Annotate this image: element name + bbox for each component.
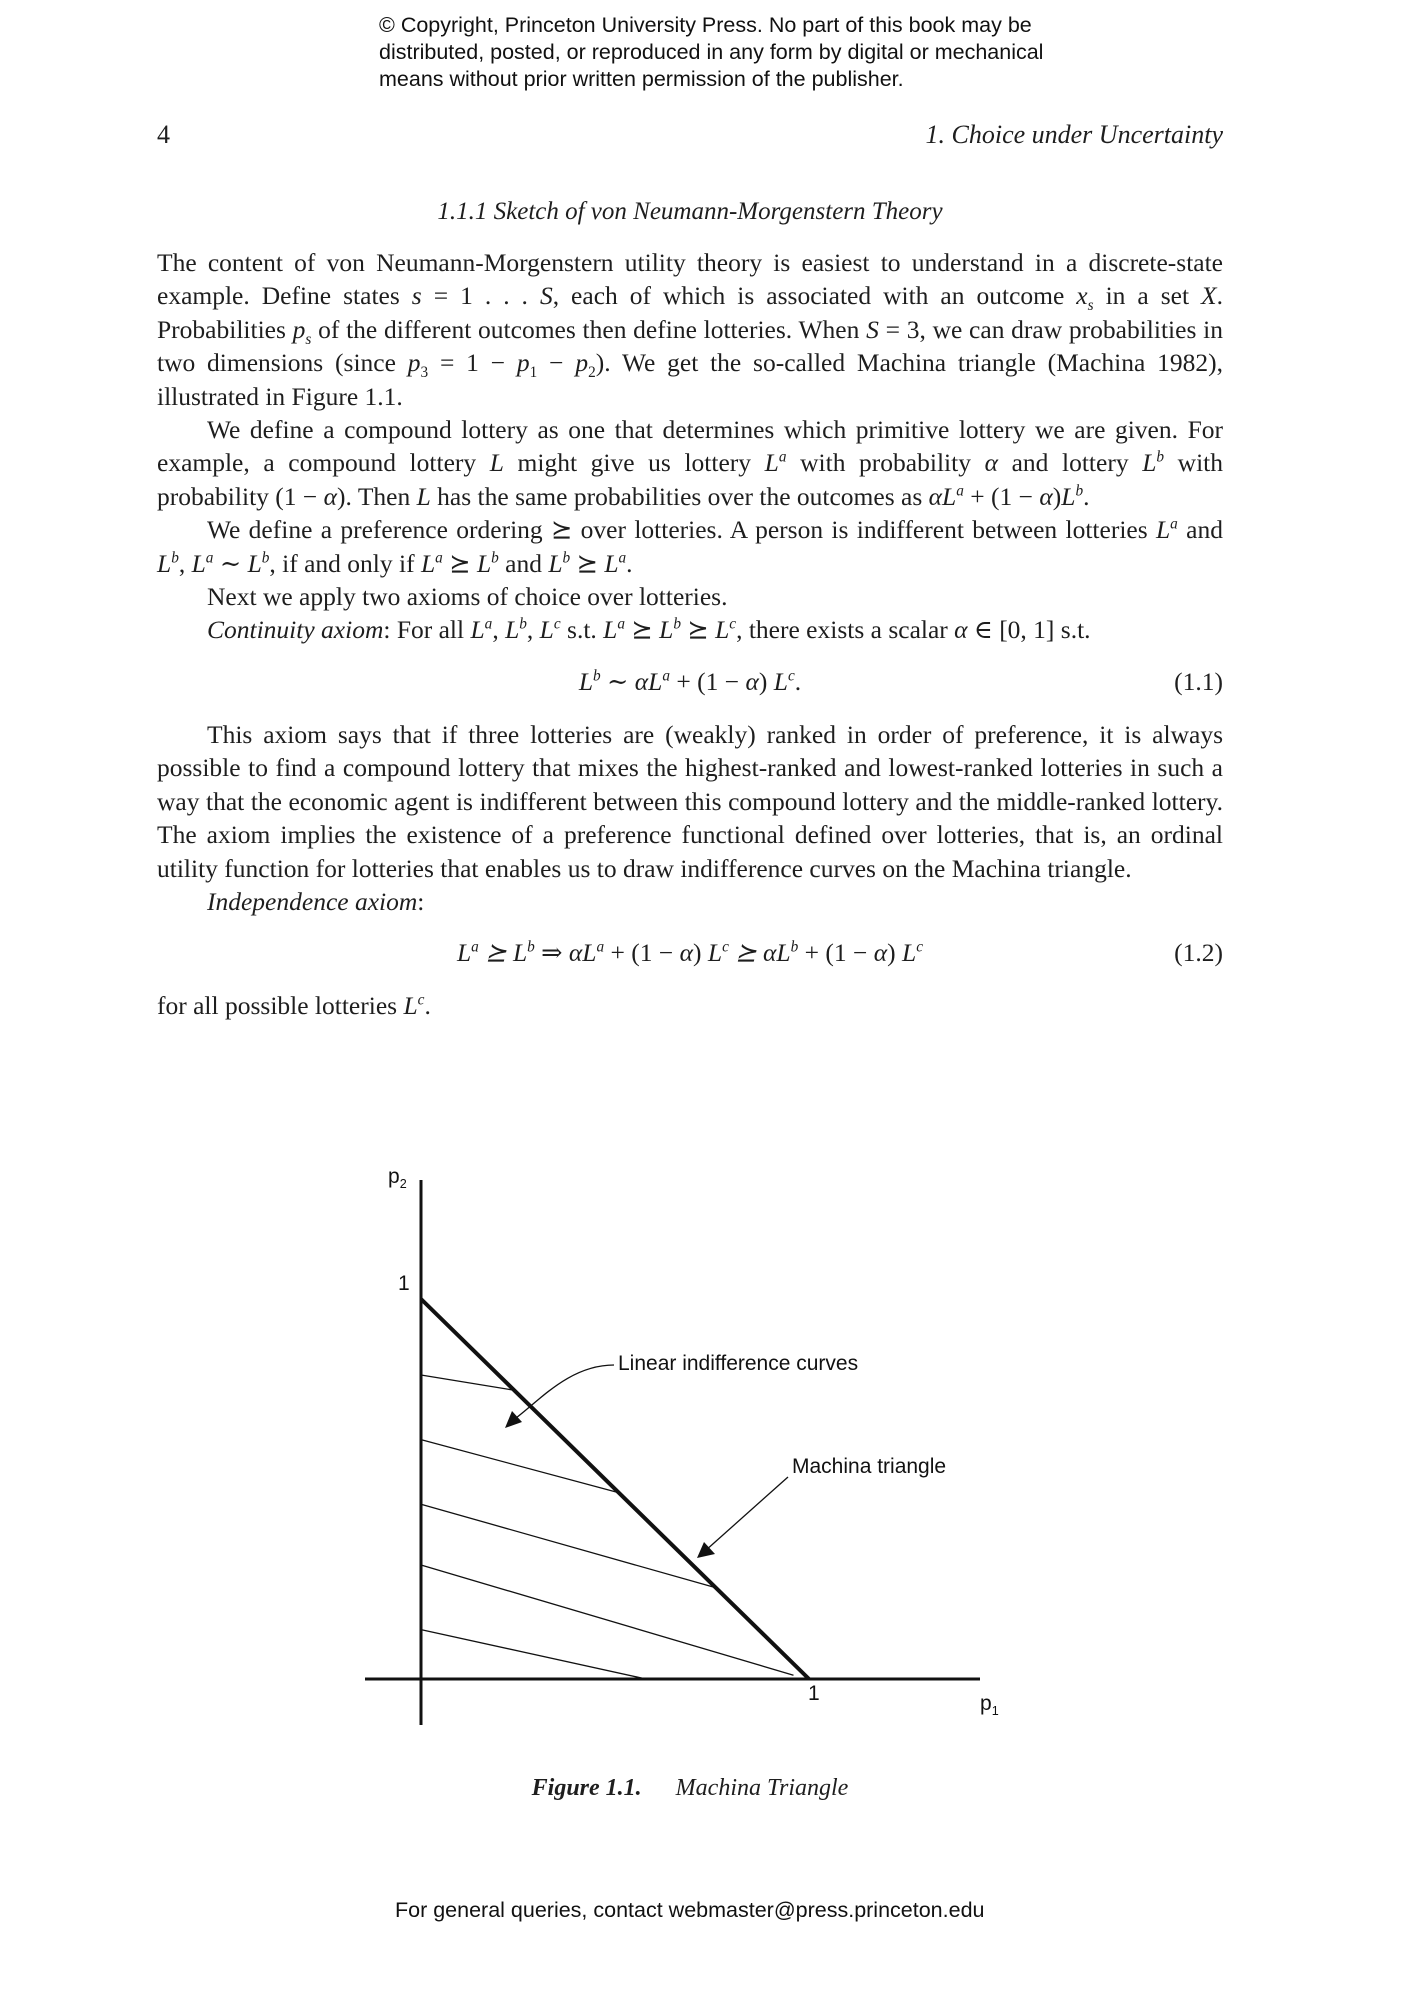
page-number: 4 — [157, 120, 170, 149]
x-axis-label-text: p — [980, 1692, 992, 1715]
equation-body: $L^a$ ⪰ $L^b$ ⇒ $\alpha L^a + (1 - \alpha)$ $L^c$ ⪰ $\alpha L^b + (1 - \alpha)$ $L^c$ — [456, 938, 924, 968]
leader-line-curves — [516, 1365, 614, 1418]
x-axis-label-subscript: 1 — [991, 1704, 999, 1719]
equation-number: (1.1) — [1174, 666, 1223, 696]
body-text — [157, 246, 1223, 1023]
equation-body: $L^b$ ∼ $\alpha L^a + (1 - \alpha)$ $L^c$. — [578, 666, 802, 696]
paragraph-continuity-axiom: Continuity axiom: For all $L^a$, $L^b$, $L^c$ s.t. $L^a$ ⪰ $L^b$ ⪰ $L^c$, there exists a scalar α ∈ [0, 1] s.t. — [207, 615, 1091, 645]
equation-1-1 — [157, 665, 1223, 698]
caption-label: Figure 1.1. — [531, 1775, 642, 1801]
arrow-head-curves — [505, 1411, 522, 1428]
paragraph-independence-axiom: Independence axiom: — [207, 886, 425, 916]
paragraph-axiom-explanation: This axiom says that if three lotteries are (weakly) ranked in order of preference, it is always possible to find a compound lottery that mixes the highest-ranked and lowest-ranked lotteries in such a way that the economic agent is indifferent between this compound lottery and the middle-ranked lottery. The axiom implies the existence of a preference functional defined over lotteries, that is, an ordinal utility function for lotteries that enables us to draw indifference curves on the Machina triangle. — [157, 719, 1223, 883]
y-axis-label — [388, 1165, 407, 1192]
machina-triangle-figure — [340, 1160, 1040, 1760]
equation-number: (1.2) — [1174, 938, 1223, 968]
leader-line-triangle — [705, 1477, 788, 1551]
y-axis-label-text: p — [388, 1165, 400, 1188]
paragraph-all-lotteries: for all possible lotteries $L^c$. — [157, 991, 431, 1021]
y-tick-label: 1 — [398, 1272, 410, 1295]
copyright-line: distributed, posted, or reproduced in any form by digital or mechanical — [379, 40, 1044, 64]
footer-contact: For general queries, contact webmaster@press.princeton.edu — [395, 1898, 985, 1922]
indifference-curve-2 — [421, 1565, 793, 1675]
paragraph-axioms: Next we apply two axioms of choice over lotteries. — [207, 582, 728, 612]
caption-title: Machina Triangle — [675, 1775, 849, 1801]
copyright-notice — [379, 12, 1139, 93]
figure-caption — [157, 1775, 1223, 1802]
copyright-line: © Copyright, Princeton University Press. No part of this book may be — [379, 13, 1032, 37]
copyright-line: means without prior written permission of the publisher. — [379, 67, 904, 91]
annotation-machina-triangle: Machina triangle — [792, 1455, 947, 1478]
y-axis-label-subscript: 2 — [399, 1177, 407, 1192]
chapter-title: 1. Choice under Uncertainty — [925, 120, 1223, 149]
paragraph-intro: The content of von Neumann-Morgenstern utility theory is easiest to understand in a discrete-state example. Define states s = 1 . . . S, each of which is associated with an outcome $x_s$ in a set X. Probabilities $p_s$ of the different outcomes then define lotteries. When S = 3, we can draw probabilities in two dimensions (since $p_3 = 1 - p_1 - p_2$). We get the so-called Machina triangle (Machina 1982), illustrated in Figure 1.1. — [157, 248, 1224, 411]
indifference-curve-1 — [421, 1630, 646, 1679]
equation-1-2 — [157, 936, 1223, 969]
paragraph-preference-ordering: We define a preference ordering ⪰ over lotteries. A person is indifferent between lotteries $L^a$ and $L^b$, $L^a$ ∼ $L^b$, if and only if $L^a$ ⪰ $L^b$ and $L^b$ ⪰ $L^a$. — [157, 515, 1223, 578]
annotation-linear-indifference-curves: Linear indifference curves — [618, 1352, 859, 1375]
running-head — [157, 120, 1223, 152]
section-heading: 1.1.1 Sketch of von Neumann-Morgenstern Theory — [437, 198, 943, 225]
paragraph-compound-lottery: We define a compound lottery as one that determines which primitive lottery we are given. For example, a compound lottery L might give us lottery $L^a$ with probability α and lottery $L^b$ with probability (1 − α). Then L has the same probabilities over the outcomes as $\alpha L^a + (1 - \alpha)L^b$. — [157, 415, 1223, 511]
x-tick-label: 1 — [808, 1682, 820, 1705]
x-axis-label — [980, 1692, 999, 1719]
